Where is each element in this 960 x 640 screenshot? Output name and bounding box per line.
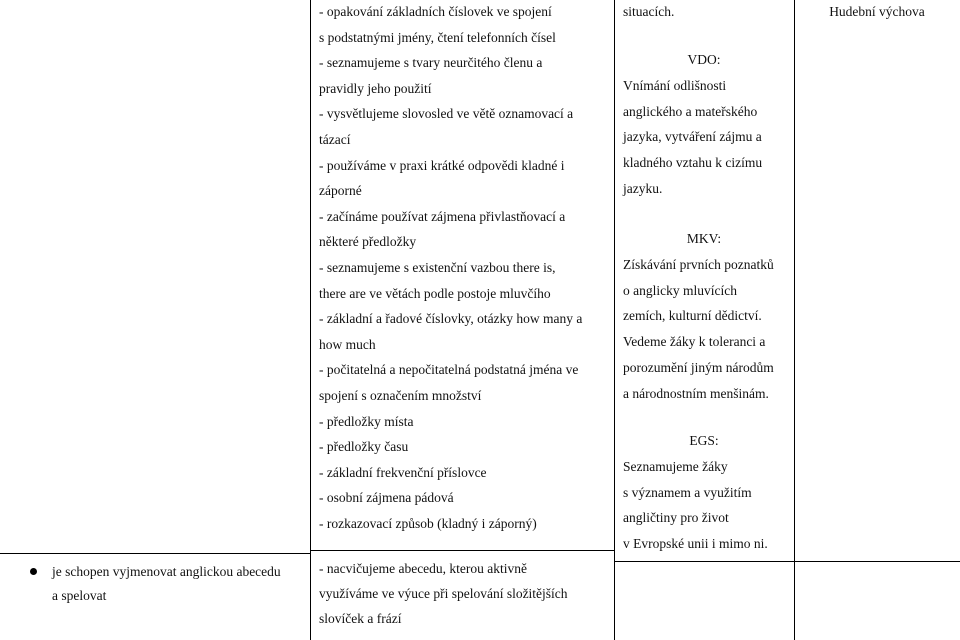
curriculum-line: spojení s označením množství [319, 388, 482, 403]
outcome-line-2: a spelovat [52, 588, 107, 603]
alphabet-line: slovíček a frází [319, 611, 402, 626]
section-heading: MKV: [686, 231, 722, 246]
section-line: v Evropské unii i mimo ni. [623, 536, 768, 551]
curriculum-line: - základní a řadové číslovky, otázky how many a [319, 311, 583, 326]
curriculum-line: - počitatelná a nepočitatelná podstatná jména ve [319, 362, 579, 377]
curriculum-line: - začínáme používat zájmena přivlastňovací a [319, 209, 566, 224]
curriculum-line: - opakování základních číslovek ve spojení [319, 4, 552, 19]
bullet-icon [30, 568, 37, 575]
curriculum-line: záporné [319, 183, 362, 198]
curriculum-line: there are ve větách podle postoje mluvčího [319, 286, 551, 301]
section-heading: VDO: [687, 52, 721, 67]
row-divider-middle [310, 550, 614, 551]
curriculum-line: tázací [319, 132, 351, 147]
section-line: Vedeme žáky k toleranci a [623, 334, 766, 349]
curriculum-line: s podstatnými jmény, čtení telefonních čísel [319, 30, 556, 45]
curriculum-line: - seznamujeme s tvary neurčitého členu a [319, 55, 543, 70]
curriculum-line: - seznamujeme s existenční vazbou there is, [319, 260, 556, 275]
section-line: jazyka, vytváření zájmu a [623, 129, 762, 144]
curriculum-line: - základní frekvenční příslovce [319, 465, 487, 480]
curriculum-line: - používáme v praxi krátké odpovědi kladné i [319, 158, 565, 173]
section-line: porozumění jiným národům [623, 360, 774, 375]
section-line: a národnostním menšinám. [623, 386, 769, 401]
section-line: s významem a využitím [623, 485, 752, 500]
section-line: zemích, kulturní dědictví. [623, 308, 762, 323]
section-heading: EGS: [689, 433, 719, 448]
row-divider-left [0, 553, 310, 554]
outcome-line-1: je schopen vyjmenovat anglickou abecedu [52, 564, 281, 579]
curriculum-line: - předložky času [319, 439, 409, 454]
column-divider-2 [614, 0, 615, 640]
section-line: Vnímání odlišnosti [623, 78, 727, 93]
curriculum-line: pravidly jeho použití [319, 81, 432, 96]
section-line: angličtiny pro život [623, 510, 729, 525]
column-divider-3 [794, 0, 795, 640]
curriculum-line: - rozkazovací způsob (kladný i záporný) [319, 516, 537, 531]
subject-label: Hudební výchova [829, 4, 925, 19]
section-line: o anglicky mluvících [623, 283, 737, 298]
section-line: jazyku. [623, 181, 663, 196]
curriculum-line: - osobní zájmena pádová [319, 490, 454, 505]
curriculum-line: některé předložky [319, 234, 417, 249]
right-top-line: situacích. [623, 4, 675, 19]
section-line: Seznamujeme žáky [623, 459, 728, 474]
column-divider-1 [310, 0, 311, 640]
curriculum-line: - vysvětlujeme slovosled ve větě oznamovací a [319, 106, 574, 121]
section-line: Získávání prvních poznatků [623, 257, 774, 272]
row-divider-right [614, 561, 960, 562]
alphabet-line: - nacvičujeme abecedu, kterou aktivně [319, 561, 528, 576]
alphabet-line: využíváme ve výuce při spelování složitějších [319, 586, 568, 601]
curriculum-line: - předložky místa [319, 414, 414, 429]
curriculum-line: how much [319, 337, 376, 352]
section-line: anglického a mateřského [623, 104, 758, 119]
section-line: kladného vztahu k cizímu [623, 155, 763, 170]
